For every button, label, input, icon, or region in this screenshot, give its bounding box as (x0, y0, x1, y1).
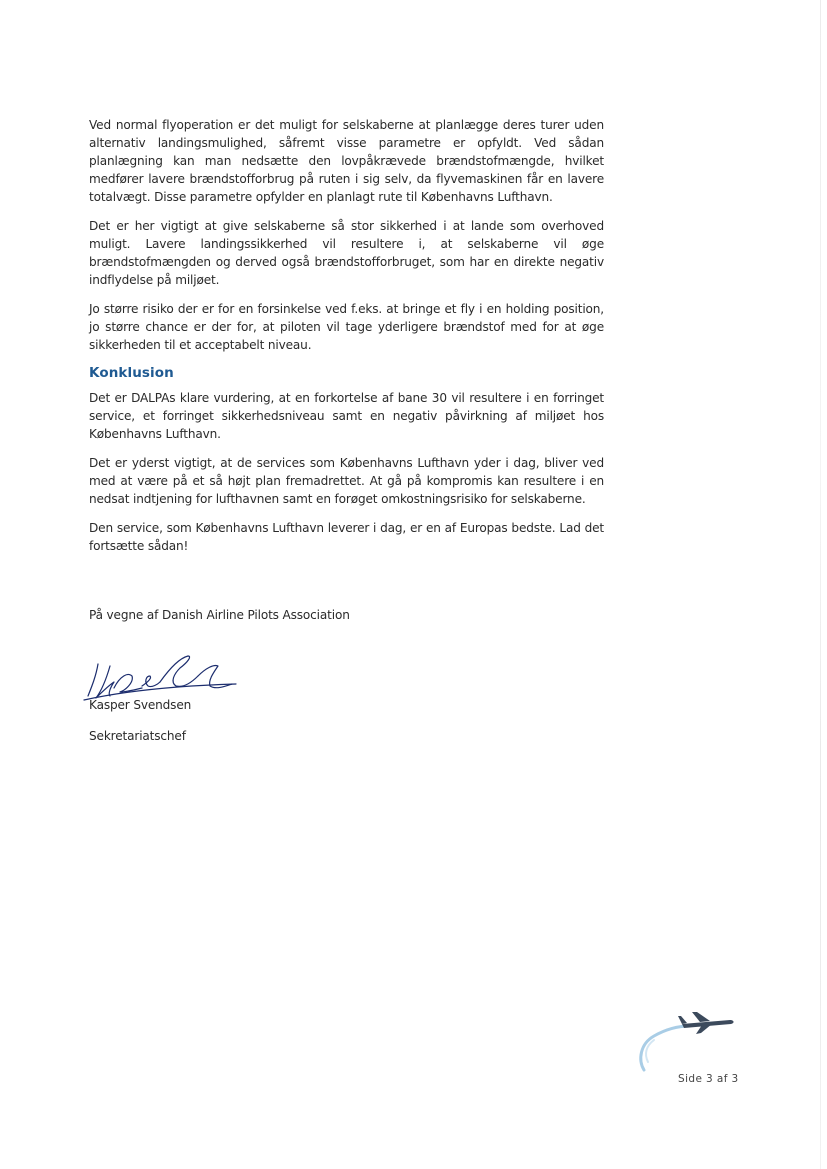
page-number: Side 3 af 3 (678, 1073, 739, 1085)
signer-title: Sekretariatschef (89, 729, 186, 743)
letter-body (89, 116, 604, 566)
signer-name: Kasper Svendsen (89, 698, 192, 712)
body-paragraph: Det er DALPAs klare vurdering, at en forkortelse af bane 30 vil resultere i en forringet service, et forringet sikkerhedsniveau samt en negativ påvirkning af miljøet hos Københavns Lufthavn. (89, 391, 604, 441)
body-paragraph: Den service, som Københavns Lufthavn leverer i dag, er en af Europas bedste. Lad det fortsætte sådan! (89, 521, 604, 553)
body-paragraph: Det er yderst vigtigt, at de services som Københavns Lufthavn yder i dag, bliver ved med at være på et så højt plan fremadrettet. At gå på kompromis kan resultere i en nedsat indtjening for lufthavnen samt en forøget omkostningsrisiko for selskaberne. (89, 456, 604, 506)
body-paragraph: Det er her vigtigt at give selskaberne så stor sikkerhed i at lande som overhoved muligt. Lavere landingssikkerhed vil resultere i, at selskaberne vil øge brændstofmængden og derved også brændstofforbruget, som har en direkte negativ indflydelse på miljøet. (89, 219, 604, 287)
body-paragraph: Jo større risiko der er for en forsinkelse ved f.eks. at bringe et fly i en holding position, jo større chance er der for, at piloten vil tage yderligere brændstof med for at øge sikkerheden til et acceptabelt niveau. (89, 302, 604, 352)
section-heading: Konklusion (89, 365, 174, 381)
closing-line: På vegne af Danish Airline Pilots Association (89, 608, 350, 622)
page-edge-line (820, 0, 821, 1169)
body-paragraph: Ved normal flyoperation er det muligt for selskaberne at planlægge deres turer uden alternativ landingsmulighed, såfremt visse parametre er opfyldt. Ved sådan planlægning kan man nedsætte den lovpåkrævede brændstofmængde, hvilket medfører lavere brændstofforbrug på ruten i sig selv, da flyvemaskinen får en lavere totalvægt. Disse parametre opfylder en planlagt rute til Københavns Lufthavn. (89, 118, 604, 204)
airplane-trail-icon (634, 1010, 738, 1074)
